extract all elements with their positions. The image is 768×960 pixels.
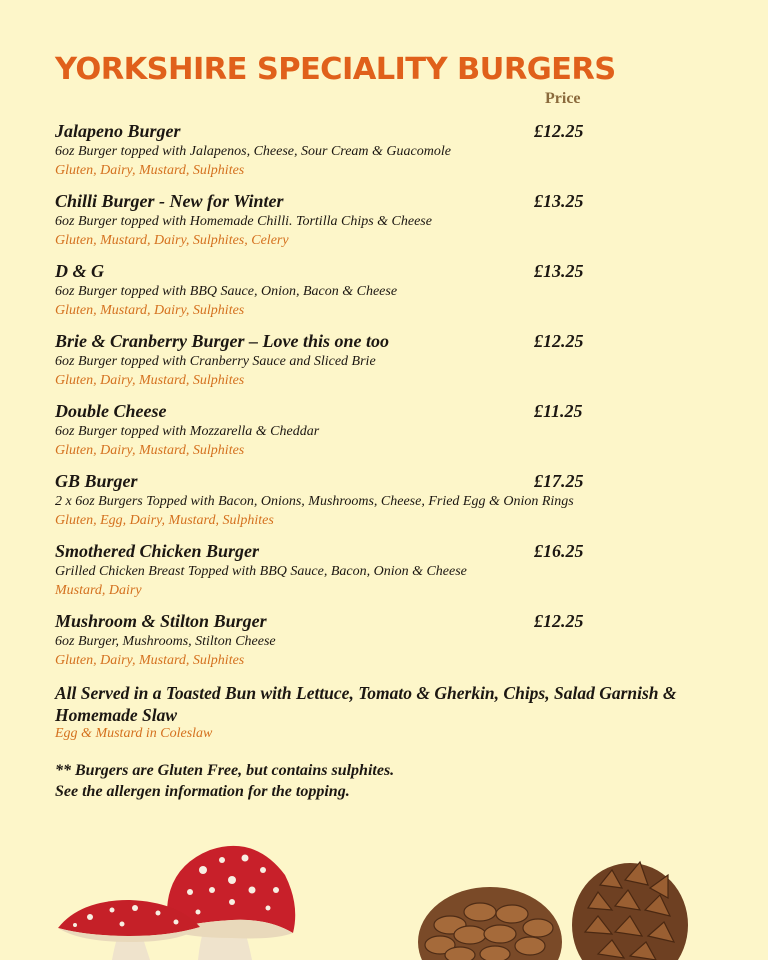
item-price: £16.25 (534, 541, 584, 561)
item-description: 6oz Burger topped with BBQ Sauce, Onion, Bacon & Cheese (55, 284, 398, 299)
item-price: £12.25 (534, 611, 584, 631)
gluten-free-note-line: See the allergen information for the topping. (55, 783, 350, 800)
menu-item (55, 400, 675, 470)
item-allergens: Gluten, Egg, Dairy, Mustard, Sulphites (55, 513, 274, 528)
item-allergens: Gluten, Dairy, Mustard, Sulphites (55, 443, 245, 458)
menu-item (55, 190, 675, 260)
item-description: 6oz Burger topped with Jalapenos, Cheese, Sour Cream & Guacomole (55, 144, 451, 159)
item-description: 2 x 6oz Burgers Topped with Bacon, Onions, Mushrooms, Cheese, Fried Egg & Onion Rings (55, 494, 574, 509)
served-allergens: Egg & Mustard in Coleslaw (55, 726, 213, 741)
item-name: Chilli Burger - New for Winter (55, 191, 284, 211)
item-allergens: Gluten, Mustard, Dairy, Sulphites, Celery (55, 233, 289, 248)
gluten-free-note-line: ** Burgers are Gluten Free, but contains sulphites. (55, 762, 395, 779)
price-column-header: Price (545, 90, 581, 107)
item-name: Brie & Cranberry Burger – Love this one too (55, 331, 390, 351)
item-allergens: Gluten, Dairy, Mustard, Sulphites (55, 163, 245, 178)
item-description: 6oz Burger topped with Cranberry Sauce and Sliced Brie (55, 354, 376, 369)
item-description: 6oz Burger topped with Homemade Chilli. Tortilla Chips & Cheese (55, 214, 432, 229)
item-name: Double Cheese (55, 401, 167, 421)
item-price: £13.25 (534, 261, 584, 281)
page-title: YORKSHIRE SPECIALITY BURGERS (55, 52, 616, 87)
item-description: 6oz Burger topped with Mozzarella & Cheddar (55, 424, 320, 439)
menu-list (55, 120, 675, 680)
served-note: All Served in a Toasted Bun with Lettuce, Tomato & Gherkin, Chips, Salad Garnish & Homemade Slaw (55, 683, 677, 725)
menu-item (55, 120, 675, 190)
gluten-free-note (55, 760, 394, 802)
item-price: £12.25 (534, 331, 584, 351)
item-name: Jalapeno Burger (55, 121, 181, 141)
item-name: GB Burger (55, 471, 138, 491)
item-price: £17.25 (534, 471, 584, 491)
menu-item (55, 330, 675, 400)
menu-item (55, 610, 675, 680)
item-price: £13.25 (534, 191, 584, 211)
mushroom-icon (58, 846, 295, 960)
menu-item (55, 260, 675, 330)
item-price: £12.25 (534, 121, 584, 141)
item-name: D & G (55, 261, 104, 281)
decorations (0, 830, 768, 960)
item-description: Grilled Chicken Breast Topped with BBQ Sauce, Bacon, Onion & Cheese (55, 564, 467, 579)
item-allergens: Gluten, Dairy, Mustard, Sulphites (55, 373, 245, 388)
pine-cone-icon (418, 862, 688, 960)
item-allergens: Gluten, Dairy, Mustard, Sulphites (55, 653, 245, 668)
item-name: Smothered Chicken Burger (55, 541, 260, 561)
item-price: £11.25 (534, 401, 583, 421)
item-description: 6oz Burger, Mushrooms, Stilton Cheese (55, 634, 276, 649)
item-name: Mushroom & Stilton Burger (55, 611, 267, 631)
menu-item (55, 470, 675, 540)
menu-item (55, 540, 675, 610)
item-allergens: Gluten, Mustard, Dairy, Sulphites (55, 303, 245, 318)
item-allergens: Mustard, Dairy (55, 583, 142, 598)
